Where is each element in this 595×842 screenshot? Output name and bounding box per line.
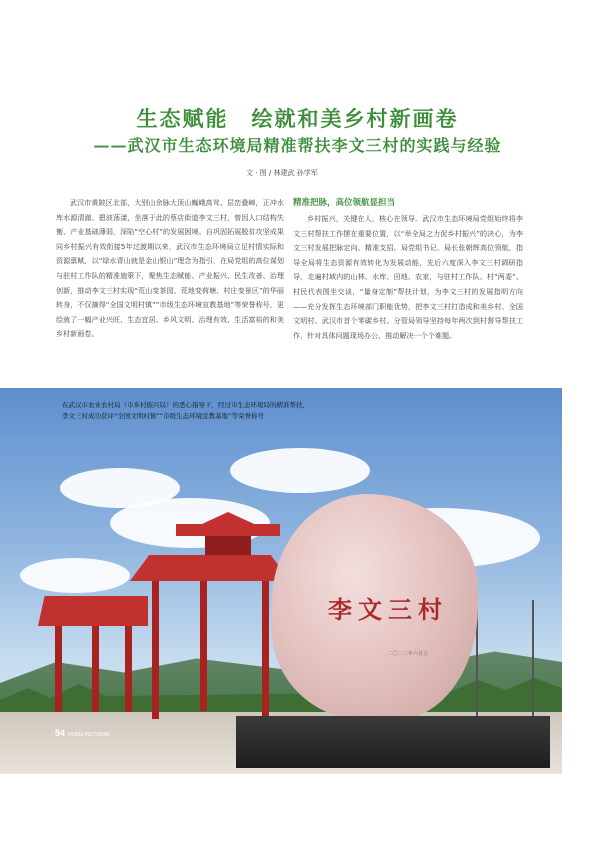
pillar: [200, 581, 207, 711]
top-blank-band: [0, 0, 595, 95]
pillar: [55, 626, 62, 712]
article-byline: 文 · 图 / 林建武 孙学军: [246, 169, 318, 177]
caption-line-2: 李文三村成功获评“全国文明村镇”“市级生态环境宣教基地”等荣誉称号: [62, 412, 264, 420]
stone-inscription: 李文三村: [328, 595, 448, 624]
stone-plinth: [236, 716, 550, 768]
pillar: [262, 581, 269, 719]
pavilion-upper-roof: [176, 524, 280, 536]
photo-caption: [62, 400, 362, 422]
cloud: [20, 558, 130, 593]
left-column-text: 武汉市黄陂区北部，大别山余脉大顶山巍峨高耸、层峦叠嶂，正冲水库水源清澈、碧波荡漾，坐落于此的蔡店街道李文三村，曾因人口结构失衡、产业基础薄弱，深陷“空心村”的发展困境。自巩固拓展脱贫攻坚成果同乡村振兴有效衔接5年过渡期以来，武汉市生态环境局立足村情实际和资源禀赋，以“绿水青山就是金山银山”理念为指引，在局党组的高位谋划与驻村工作队的精准施策下，聚焦生态赋能、产业振兴、民生改善、治理创新，推动李文三村实现“荒山变茶园、荒地变荷塘、村庄变景区”的华丽转身，不仅摘得“全国文明村镇”“市级生态环境宣教基地”等荣誉称号，更绘就了一幅产业兴旺、生态宜居、乡风文明、治理有效、生活富裕的和美乡村新画卷。: [56, 198, 284, 339]
stone-small-inscription: 二〇二三年六月立: [388, 651, 429, 657]
caption-line-1: 在武汉市农业农村局（市乡村振兴局）的悉心指导下，经过市生态环境局的精准帮扶，: [62, 401, 309, 409]
pavilion-main-roof: [130, 555, 290, 581]
right-column-text: [293, 212, 523, 343]
page-number: 54: [55, 728, 66, 738]
magazine-name: HUBEI PICTORIAL: [68, 732, 111, 738]
article-subtitle: ——武汉市生态环境局精准帮扶李文三村的实践与经验: [93, 136, 502, 155]
utility-pole: [532, 600, 534, 718]
section-heading: 精准把脉，高位领航显担当: [293, 198, 396, 208]
corridor-roof: [38, 596, 148, 626]
pillar: [125, 626, 132, 712]
pillar: [152, 581, 159, 719]
cloud: [230, 448, 370, 493]
page-number-block: [55, 728, 111, 738]
pillar: [92, 626, 99, 712]
right-column-paragraph: 乡村振兴，关键在人，核心在领导。武汉市生态环境局党组始终将李文三村帮扶工作摆在重要位置，以“举全局之力促乡村振兴”的决心，为李文三村发展把脉定向、精准支招。局党组书记、局长张朝辉高位领航，指导全局将生态资源有效转化为发展动能，先后六度深入李文三村调研指导，走遍村域内的山林、水库、田地、农家，与驻村工作队、村“两委”、村民代表围坐交谈，“量身定制”帮扶计划，为李文三村的发展指明方向——充分发挥生态环境部门职能优势，把李文三村打造成和美乡村、全国文明村、武汉市首个零碳乡村。分管局领导坚持每年两次到村督导帮扶工作，针对具体问题现场办公，推动解决一个个难题。: [293, 214, 523, 340]
article-title: 生态赋能 绘就和美乡村新画卷: [136, 106, 459, 131]
pavilion-upper-story: [205, 536, 251, 558]
